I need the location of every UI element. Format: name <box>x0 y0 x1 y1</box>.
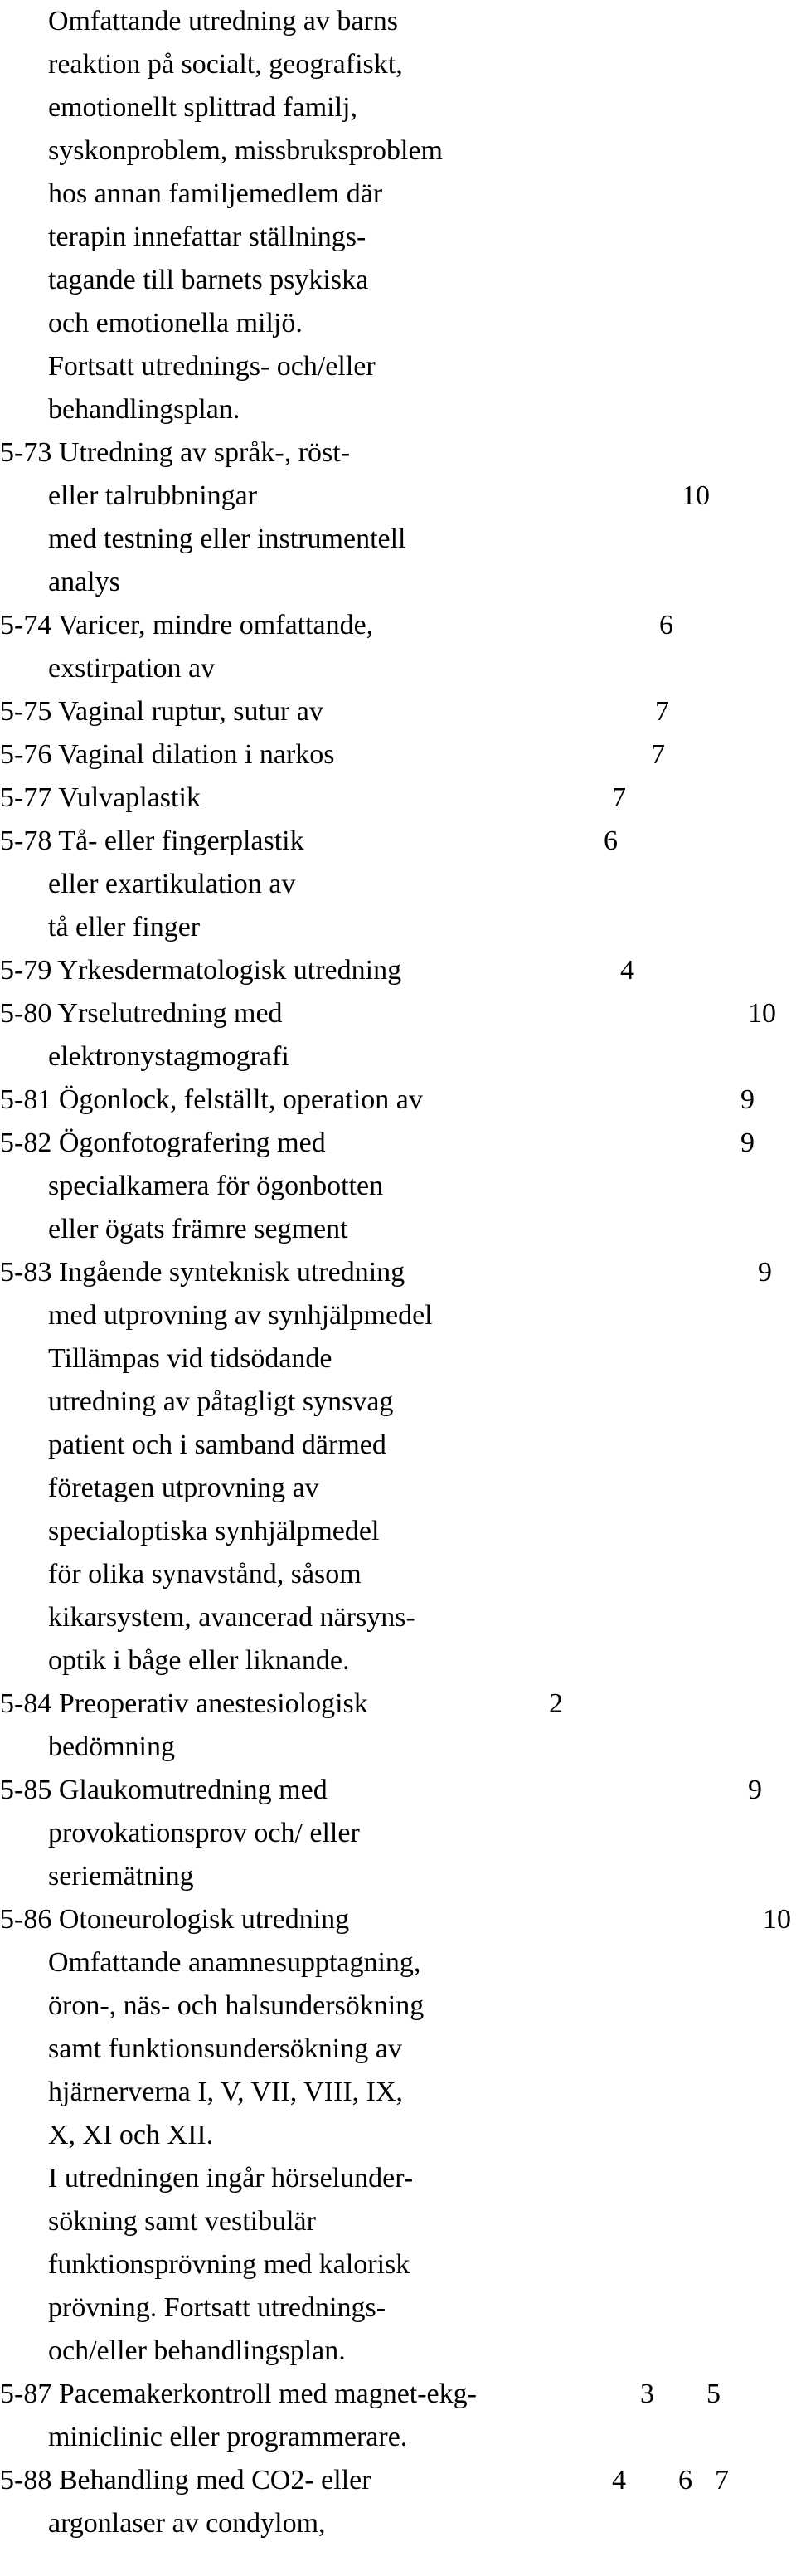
line-text: I utredningen ingår hörselunder- <box>48 2163 414 2194</box>
text-line <box>0 129 796 173</box>
text-line <box>0 1984 796 2028</box>
line-text: argonlaser av condylom, <box>48 2508 326 2539</box>
text-line <box>0 1596 796 1639</box>
text-line <box>0 1165 796 1208</box>
line-text: specialkamera för ögonbotten <box>48 1171 384 1201</box>
line-text: för olika synavstånd, såsom <box>48 1559 362 1590</box>
fee-value: 5 <box>706 2379 721 2409</box>
line-text: tå eller finger <box>48 912 201 942</box>
text-line <box>0 302 796 345</box>
text-line <box>0 518 796 561</box>
line-text: Tillämpas vid tidsödande <box>48 1343 332 1374</box>
text-line <box>0 906 796 949</box>
text-line <box>0 1812 796 1855</box>
text-line <box>0 173 796 216</box>
text-line <box>0 1208 796 1251</box>
text-line <box>0 2330 796 2373</box>
text-line <box>0 777 796 820</box>
text-line <box>0 2028 796 2071</box>
fee-value: 7 <box>655 696 669 727</box>
line-text: 5-75 Vaginal ruptur, sutur av <box>0 696 323 727</box>
line-text: samt funktionsundersökning av <box>48 2033 402 2064</box>
text-line <box>0 733 796 777</box>
text-line <box>0 992 796 1035</box>
fee-value: 9 <box>740 1084 755 1115</box>
text-line <box>0 1079 796 1122</box>
line-text: X, XI och XII. <box>48 2120 214 2150</box>
text-line <box>0 1553 796 1596</box>
text-line <box>0 431 796 475</box>
text-line <box>0 1337 796 1381</box>
line-text: kikarsystem, avancerad närsyns- <box>48 1602 415 1633</box>
text-line <box>0 647 796 690</box>
line-text: analys <box>48 567 120 597</box>
fee-value: 7 <box>612 782 626 813</box>
text-line <box>0 1682 796 1726</box>
fee-value: 9 <box>740 1127 755 1158</box>
text-line <box>0 1726 796 1769</box>
line-text: hjärnerverna I, V, VII, VIII, IX, <box>48 2077 404 2107</box>
fee-value: 9 <box>748 1775 762 1805</box>
text-line <box>0 345 796 388</box>
line-text: 5-81 Ögonlock, felställt, operation av <box>0 1084 423 1115</box>
text-line <box>0 216 796 259</box>
line-text: miniclinic eller programmerare. <box>48 2422 408 2452</box>
line-text: eller ögats främre segment <box>48 1214 348 1244</box>
fee-value: 10 <box>748 998 776 1029</box>
line-text: optik i båge eller liknande. <box>48 1645 350 1676</box>
text-line <box>0 1035 796 1079</box>
line-text: terapin innefattar ställnings- <box>48 222 366 252</box>
line-text: reaktion på socialt, geografiskt, <box>48 49 403 80</box>
line-text: 5-86 Otoneurologisk utredning <box>0 1904 350 1935</box>
text-line <box>0 1510 796 1553</box>
line-text: med testning eller instrumentell <box>48 523 406 554</box>
line-text: utredning av påtagligt synsvag <box>48 1386 394 1417</box>
line-text: tagande till barnets psykiska <box>48 265 369 295</box>
line-text: elektronystagmografi <box>48 1041 289 1072</box>
text-line <box>0 863 796 906</box>
line-text: 5-80 Yrselutredning med <box>0 998 283 1029</box>
text-line <box>0 1898 796 1941</box>
fee-value: 6 <box>604 825 618 856</box>
text-line <box>0 388 796 431</box>
line-text: och/eller behandlingsplan. <box>48 2335 346 2366</box>
text-line <box>0 259 796 302</box>
text-line <box>0 1424 796 1467</box>
text-line <box>0 1855 796 1898</box>
text-line <box>0 1769 796 1812</box>
text-line <box>0 1381 796 1424</box>
text-line <box>0 2502 796 2545</box>
line-text: eller talrubbningar <box>48 480 258 511</box>
line-text: 5-83 Ingående synteknisk utredning <box>0 1257 405 1288</box>
text-line <box>0 2459 796 2502</box>
fee-value: 7 <box>715 2465 729 2496</box>
line-text: och emotionella miljö. <box>48 308 303 338</box>
text-line <box>0 2157 796 2200</box>
line-text: 5-76 Vaginal dilation i narkos <box>0 739 335 770</box>
line-text: 5-82 Ögonfotografering med <box>0 1127 326 1158</box>
text-line <box>0 2243 796 2286</box>
line-text: provokationsprov och/ eller <box>48 1818 360 1848</box>
text-line <box>0 475 796 518</box>
fee-value: 10 <box>682 480 710 511</box>
text-line <box>0 86 796 129</box>
line-text: med utprovning av synhjälpmedel <box>48 1300 433 1331</box>
text-line <box>0 2114 796 2157</box>
text-line <box>0 1467 796 1510</box>
line-text: 5-85 Glaukomutredning med <box>0 1775 328 1805</box>
text-line <box>0 2286 796 2330</box>
fee-value: 2 <box>549 1688 563 1719</box>
text-line <box>0 604 796 647</box>
line-text: prövning. Fortsatt utrednings- <box>48 2292 386 2323</box>
fee-value: 4 <box>612 2465 626 2496</box>
text-line <box>0 1941 796 1984</box>
text-line <box>0 1294 796 1337</box>
fee-value: 3 <box>640 2379 654 2409</box>
fee-value: 6 <box>659 610 673 640</box>
fee-value: 10 <box>763 1904 791 1935</box>
line-text: bedömning <box>48 1731 175 1762</box>
line-text: syskonproblem, missbruksproblem <box>48 135 443 166</box>
line-text: 5-87 Pacemakerkontroll med magnet-ekg- <box>0 2379 477 2409</box>
fee-value: 9 <box>758 1257 772 1288</box>
fee-value: 7 <box>651 739 665 770</box>
line-text: specialoptiska synhjälpmedel <box>48 1516 380 1546</box>
text-line <box>0 2373 796 2416</box>
text-line <box>0 2200 796 2243</box>
text-line <box>0 561 796 604</box>
line-text: 5-79 Yrkesdermatologisk utredning <box>0 955 402 986</box>
line-text: Omfattande utredning av barns <box>48 6 399 37</box>
text-line <box>0 2071 796 2114</box>
line-text: 5-73 Utredning av språk-, röst- <box>0 437 351 468</box>
text-line <box>0 690 796 733</box>
text-line <box>0 0 796 43</box>
text-line <box>0 43 796 86</box>
line-text: 5-74 Varicer, mindre omfattande, <box>0 610 374 640</box>
line-text: seriemätning <box>48 1861 194 1892</box>
text-line <box>0 1639 796 1682</box>
line-text: patient och i samband därmed <box>48 1429 386 1460</box>
line-text: emotionellt splittrad familj, <box>48 92 357 123</box>
line-text: behandlingsplan. <box>48 394 240 425</box>
line-text: eller exartikulation av <box>48 869 296 899</box>
line-text: hos annan familjemedlem där <box>48 178 383 209</box>
text-line <box>0 820 796 863</box>
line-text: 5-78 Tå- eller fingerplastik <box>0 825 304 856</box>
line-text: öron-, näs- och halsundersökning <box>48 1990 425 2021</box>
line-text: exstirpation av <box>48 653 216 684</box>
fee-value: 4 <box>620 955 634 986</box>
line-text: 5-77 Vulvaplastik <box>0 782 201 813</box>
text-line <box>0 1251 796 1294</box>
line-text: Omfattande anamnesupptagning, <box>48 1947 421 1978</box>
line-text: 5-88 Behandling med CO2- eller <box>0 2465 371 2496</box>
line-text: sökning samt vestibulär <box>48 2206 316 2237</box>
line-text: företagen utprovning av <box>48 1473 319 1503</box>
line-text: 5-84 Preoperativ anestesiologisk <box>0 1688 368 1719</box>
text-line <box>0 1122 796 1165</box>
line-text: Fortsatt utrednings- och/eller <box>48 351 376 382</box>
text-line <box>0 949 796 992</box>
line-text: funktionsprövning med kalorisk <box>48 2249 410 2280</box>
fee-value: 6 <box>678 2465 692 2496</box>
text-line <box>0 2416 796 2459</box>
